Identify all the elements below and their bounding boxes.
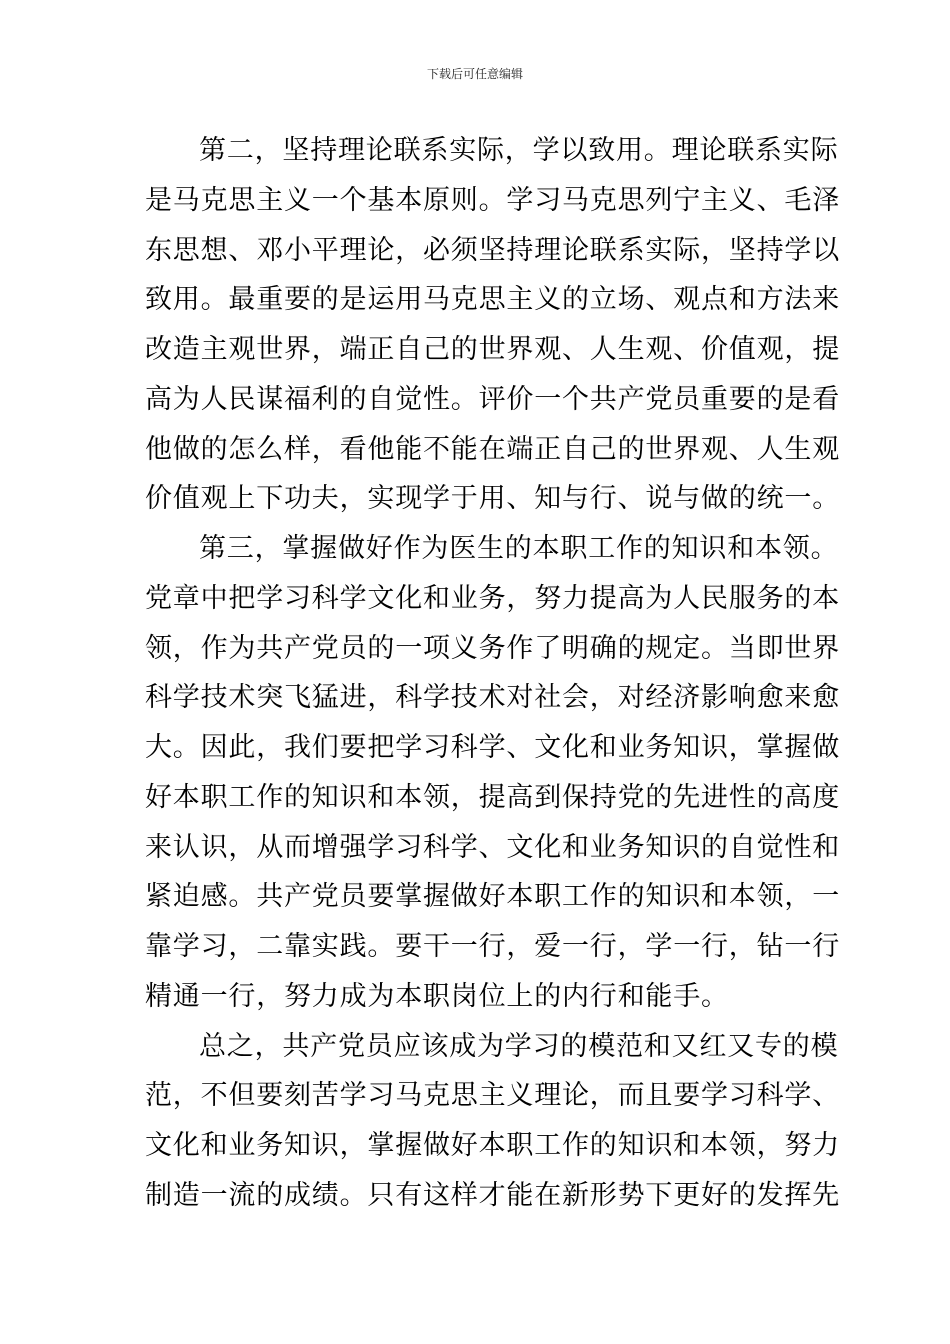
text-line: 是马克思主义一个基本原则。学习马克思列宁主义、毛泽: [145, 184, 840, 216]
paragraph-second-point: [145, 126, 840, 524]
text-line: 他做的怎么样，看他能不能在端正自己的世界观、人生观: [145, 433, 840, 465]
text-line: 价值观上下功夫，实现学于用、知与行、说与做的统一。: [145, 483, 840, 515]
text-line: 第二，坚持理论联系实际，学以致用。理论联系实际: [199, 135, 839, 166]
text-line: 东思想、邓小平理论，必须坚持理论联系实际，坚持学以: [145, 234, 840, 266]
text-line: 总之，共产党员应该成为学习的模范和又红又专的模: [199, 1030, 839, 1062]
document-body: [145, 126, 840, 1221]
text-line: 好本职工作的知识和本领，提高到保持党的先进性的高度: [145, 781, 840, 813]
text-line: 大。因此，我们要把学习科学、文化和业务知识，掌握做: [145, 732, 840, 763]
paragraph-third-point: [145, 524, 840, 1022]
text-line: 制造一流的成绩。只有这样才能在新形势下更好的发挥先: [145, 1179, 840, 1211]
text-line: 致用。最重要的是运用马克思主义的立场、观点和方法来: [145, 284, 840, 316]
text-line: 文化和业务知识，掌握做好本职工作的知识和本领，努力: [145, 1130, 840, 1161]
text-line: 第三，掌握做好作为医生的本职工作的知识和本领。: [199, 533, 839, 564]
text-line: 紧迫感。共产党员要掌握做好本职工作的知识和本领，一: [145, 881, 840, 913]
page-header: 下载后可任意编辑: [426, 67, 523, 81]
text-line: 改造主观世界，端正自己的世界观、人生观、价值观，提: [145, 334, 840, 365]
text-line: 精通一行，努力成为本职岗位上的内行和能手。: [145, 980, 729, 1012]
text-line: 党章中把学习科学文化和业务，努力提高为人民服务的本: [145, 582, 840, 614]
text-line: 高为人民谋福利的自觉性。评价一个共产党员重要的是看: [145, 383, 840, 415]
text-line: 科学技术突飞猛进，科学技术对社会，对经济影响愈来愈: [145, 682, 840, 714]
text-line: 靠学习，二靠实践。要干一行，爱一行，学一行，钻一行: [145, 931, 840, 962]
text-line: 范，不但要刻苦学习马克思主义理论，而且要学习科学、: [145, 1080, 840, 1112]
text-line: 领，作为共产党员的一项义务作了明确的规定。当即世界: [145, 632, 840, 664]
text-line: 来认识，从而增强学习科学、文化和业务知识的自觉性和: [145, 831, 840, 863]
paragraph-conclusion: [145, 1022, 840, 1221]
